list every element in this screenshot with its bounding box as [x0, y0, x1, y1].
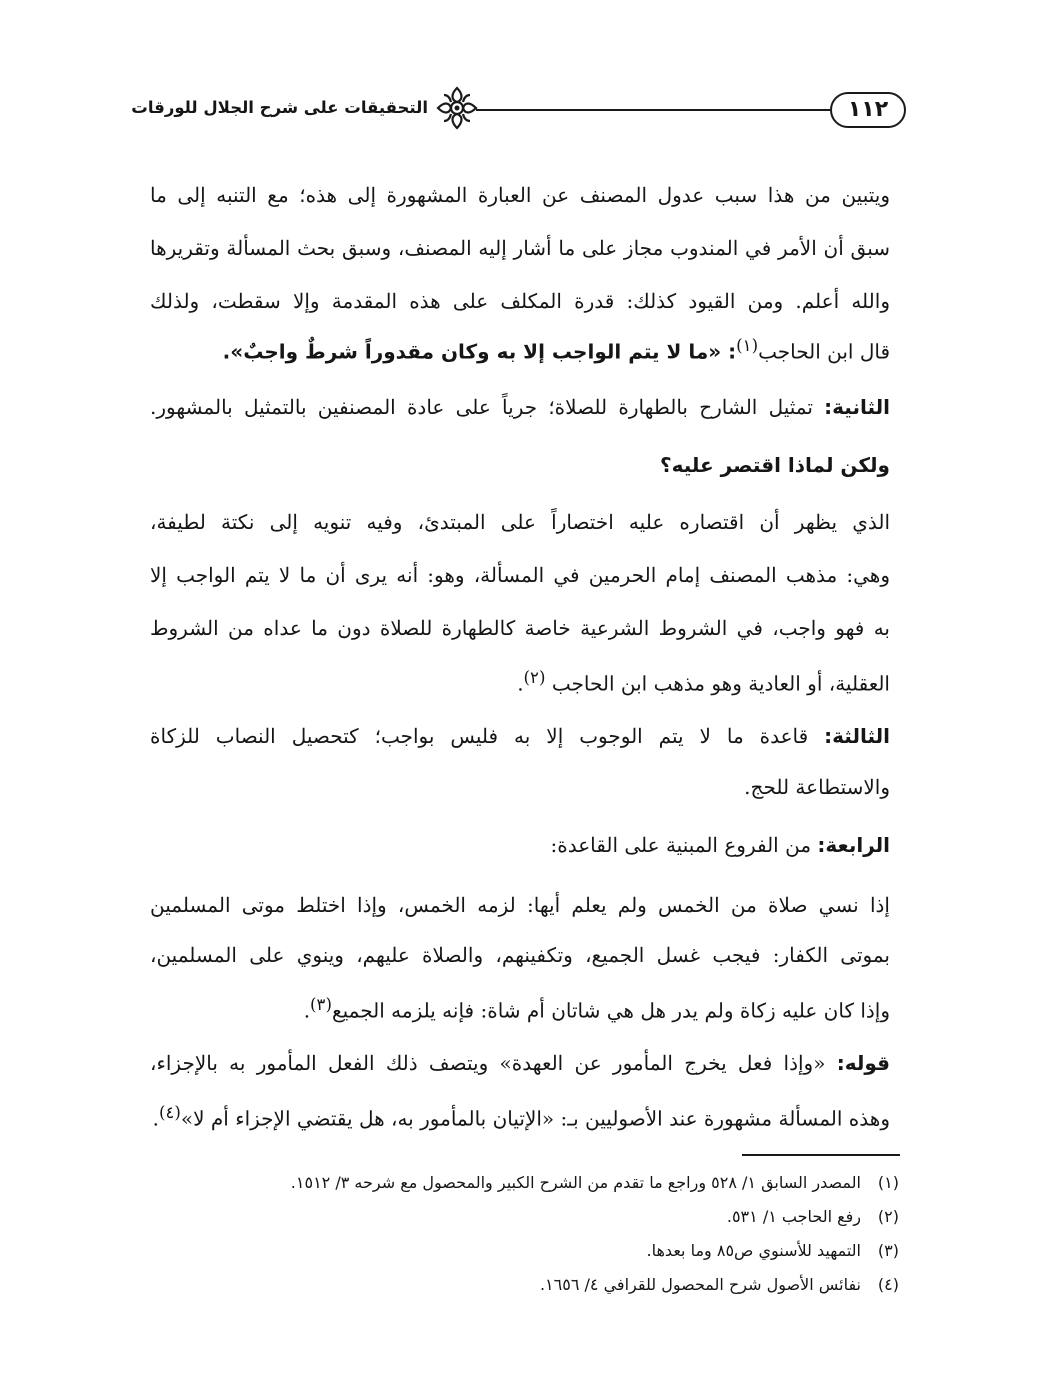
- section-label-third: الثالثة:: [824, 724, 890, 748]
- footnote-text: نفائس الأصول شرح المحصول للقرافي ٤/ ١٦٥٦.: [539, 1275, 861, 1294]
- body-line-3: والله أعلم. ومن القيود كذلك: قدرة المكلف على هذه المقدمة وإلا سقطت، ولذلك: [150, 289, 890, 313]
- body-line-2: سبق أن الأمر في المندوب مجاز على ما أشار إليه المصنف، وسبق بحث المسألة وتقريرها: [150, 236, 890, 260]
- quote-label: قوله:: [836, 1051, 890, 1075]
- body-line-17: [150, 1038, 890, 1088]
- body-line-7: الذي يظهر أن اقتصاره عليه اختصاراً على المبتدئ، وفيه تنويه إلى نكتة لطيفة،: [150, 510, 890, 534]
- text-segment: من الفروع المبنية على القاعدة:: [550, 833, 818, 857]
- body-line-9: به فهو واجب، في الشروط الشرعية خاصة كالطهارة للصلاة دون ما عداه من الشروط: [150, 616, 890, 640]
- footnote-text: التمهيد للأسنوي ص٨٥ وما بعدها.: [646, 1241, 861, 1260]
- floral-ornament-icon: [432, 84, 482, 132]
- footnote-ref-2[interactable]: (٢): [523, 668, 546, 687]
- footnote-number: (٣): [877, 1241, 899, 1260]
- text-segment: وهذه المسألة مشهورة عند الأصوليين بـ: «الإتيان بالمأمور به، هل يقتضي الإجزاء أم لا»: [180, 1106, 890, 1131]
- text-segment: «وإذا فعل يخرج المأمور عن العهدة» ويتصف ذلك الفعل المأمور به بالإجزاء،: [150, 1051, 837, 1075]
- body-line-8: وهي: مذهب المصنف إمام الحرمين في المسألة، وهو: أنه يرى أن ما لا يتم الواجب إلا: [150, 563, 890, 587]
- footnote-number: (١): [877, 1173, 899, 1192]
- section-label-fourth: الرابعة:: [817, 833, 890, 857]
- body-line-15: بموتى الكفار: فيجب غسل الجميع، وتكفينهم، والصلاة عليهم، وينوي على المسلمين،: [150, 943, 890, 967]
- header-rule: [476, 109, 830, 111]
- body-line-16: [150, 980, 890, 1030]
- body-line-10: [150, 653, 890, 703]
- text-segment: قاعدة ما لا يتم الوجوب إلا به فليس بواجب؛ كتحصيل النصاب للزكاة: [150, 724, 825, 748]
- text-segment: وإذا كان عليه زكاة ولم يدر هل هي شاتان أم شاة: فإنه يلزمه الجميع: [332, 998, 890, 1023]
- footnote-number: (٢): [877, 1207, 899, 1226]
- body-line-14: إذا نسي صلاة من الخمس ولم يعلم أيها: لزمه الخمس، وإذا اختلط موتى المسلمين: [150, 893, 890, 917]
- running-title: التحقيقات على شرح الجلال للورقات: [131, 98, 428, 117]
- footnote-1: [179, 1166, 899, 1200]
- footnote-2: [179, 1200, 899, 1234]
- text-segment: قال ابن الحاجب: [758, 339, 890, 364]
- page-number: ١١٢: [830, 92, 906, 128]
- body-line-12: والاستطاعة للحج.: [744, 775, 890, 799]
- body-line-18: [150, 1088, 890, 1138]
- body-line-4: [150, 321, 890, 371]
- page-header: [126, 80, 906, 136]
- body-line-6: ولكن لماذا اقتصر عليه؟: [660, 453, 890, 477]
- text-segment: تمثيل الشارح بالطهارة للصلاة؛ جرياً على عادة المصنفين بالتمثيل بالمشهور.: [150, 395, 825, 419]
- footnote-ref-1[interactable]: (١): [736, 336, 759, 355]
- footnote-number: (٤): [877, 1275, 899, 1294]
- footnote-ref-3[interactable]: (٣): [310, 995, 332, 1014]
- text-segment: العقلية، أو العادية وهو مذهب ابن الحاجب: [545, 671, 890, 696]
- footnote-ref-4[interactable]: (٤): [158, 1103, 181, 1122]
- body-line-5: [150, 382, 890, 432]
- footnote-text: رفع الحاجب ١/ ٥٣١.: [726, 1207, 861, 1226]
- footnote-rule: [742, 1154, 900, 1156]
- footnote-4: [179, 1268, 899, 1302]
- quote-segment: : «ما لا يتم الواجب إلا به وكان مقدوراً شرطٌ واجبٌ».: [222, 339, 737, 364]
- text-segment: .: [303, 998, 311, 1023]
- body-line-11: [150, 711, 890, 761]
- section-label-second: الثانية:: [824, 395, 890, 419]
- text-segment: .: [517, 671, 524, 696]
- body-line-13: [150, 820, 890, 870]
- footnote-text: المصدر السابق ١/ ٥٢٨ وراجع ما تقدم من الشرح الكبير والمحصول مع شرحه ٣/ ١٥١٢.: [290, 1173, 861, 1192]
- text-segment: .: [152, 1106, 159, 1131]
- body-line-1: ويتبين من هذا سبب عدول المصنف عن العبارة المشهورة إلى هذه؛ مع التنبه إلى ما: [150, 183, 890, 207]
- footnote-3: [179, 1234, 899, 1268]
